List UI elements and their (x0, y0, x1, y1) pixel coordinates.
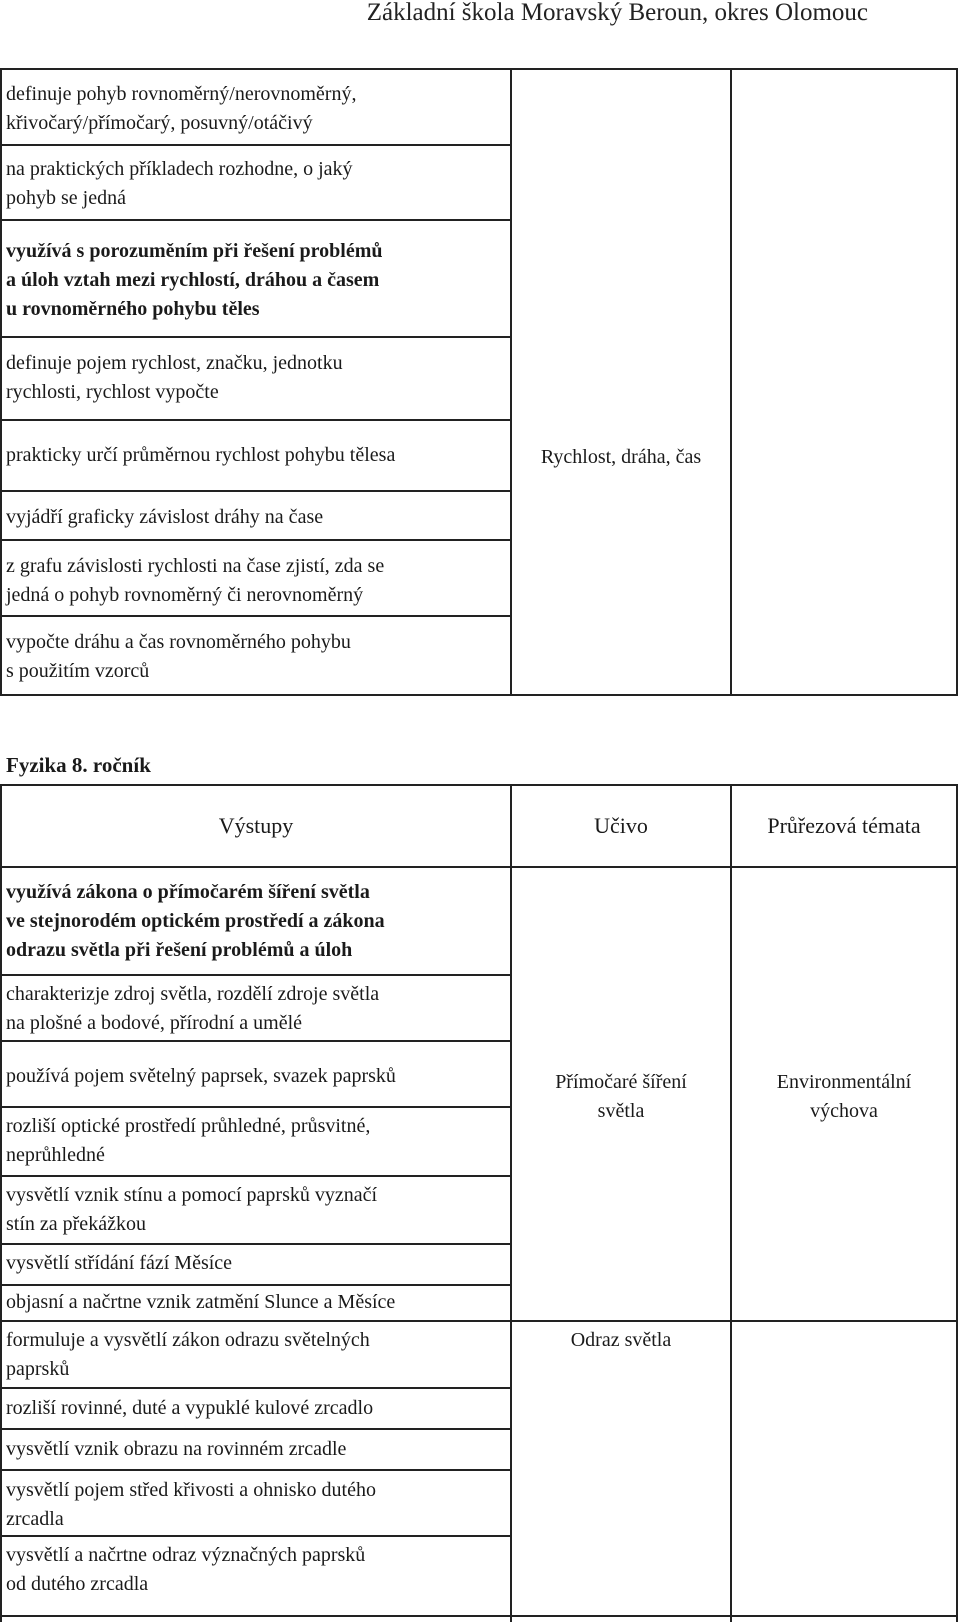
output-item: na praktických příkladech rozhodne, o jaký pohyb se jedná (6, 158, 353, 209)
output-item: objasní a načrtne vznik zatmění Slunce a Měsíce (6, 1291, 396, 1313)
output-item: vysvětlí vznik obrazu na rovinném zrcadle (6, 1438, 347, 1460)
row-divider (0, 974, 512, 976)
row-divider (0, 1428, 512, 1430)
section-title: Fyzika 8. ročník (6, 753, 151, 777)
table-divider-2 (730, 784, 732, 1622)
output-item: vysvětlí střídání fází Měsíce (6, 1252, 233, 1274)
theme-cell: Environmentální výchova (776, 1071, 912, 1122)
row-divider (0, 1243, 512, 1245)
output-item: vyjádří graficky závislost dráhy na čase (6, 506, 324, 528)
output-item: vysvětlí a načrtne odraz význačných paprsků od dutého zrcadla (6, 1544, 366, 1595)
output-item: definuje pojem rychlost, značku, jednotku rychlosti, rychlost vypočte (6, 352, 343, 403)
output-item: využívá zákona o přímočarém šíření světla ve stejnorodém optickém prostředí a zákona odrazu světla při řešení problémů a úloh (6, 881, 385, 961)
output-item: prakticky určí průměrnou rychlost pohybu tělesa (6, 444, 396, 466)
output-item: využívá s porozuměním při řešení problémů a úloh vztah mezi rychlostí, dráhou a časem u rovnoměrného pohybu těles (6, 240, 383, 320)
table-border-right (956, 784, 958, 1622)
row-divider (0, 1106, 512, 1108)
header-outputs: Výstupy (218, 813, 294, 838)
output-item: vysvětlí vznik stínu a pomocí paprsků vyznačí stín za překážkou (6, 1184, 378, 1235)
output-item: charakterizje zdroj světla, rozdělí zdroje světla na plošné a bodové, přírodní a umělé (6, 983, 380, 1034)
output-item: vysvětlí pojem střed křivosti a ohnisko dutého zrcadla (6, 1479, 376, 1530)
header-divider (0, 866, 958, 868)
topic-cell: Rychlost, dráha, čas (540, 446, 702, 468)
output-item: rozliší rovinné, duté a vypuklé kulové zrcadlo (6, 1397, 374, 1419)
row-divider (0, 1469, 512, 1471)
output-item: používá pojem světelný paprsek, svazek paprsků (6, 1065, 396, 1087)
school-header: Základní škola Moravský Beroun, okres Olomouc (366, 0, 868, 26)
row-divider (0, 1040, 512, 1042)
table-border-bottom (0, 1615, 958, 1617)
header-topic: Učivo (594, 813, 648, 838)
output-item: formuluje a vysvětlí zákon odrazu světelných paprsků (6, 1329, 370, 1380)
output-item: rozliší optické prostředí průhledné, průsvitné, neprůhledné (6, 1115, 371, 1166)
row-divider (0, 1387, 512, 1389)
table-border-top (0, 784, 958, 786)
header-themes: Průřezová témata (767, 813, 921, 838)
row-divider (0, 1175, 512, 1177)
row-divider (0, 1284, 512, 1286)
row-divider (0, 1535, 512, 1537)
output-item: definuje pohyb rovnoměrný/nerovnoměrný, křivočarý/přímočarý, posuvný/otáčivý (6, 83, 357, 134)
output-item: z grafu závislosti rychlosti na čase zjistí, zda se jedná o pohyb rovnoměrný či nerovnoměrný (6, 555, 385, 606)
table-divider-1 (510, 784, 512, 1622)
table-border-left (0, 784, 2, 1622)
output-item: vypočte dráhu a čas rovnoměrného pohybu s použitím vzorců (6, 631, 351, 682)
topic-cell: Odraz světla (570, 1329, 672, 1351)
topic-cell: Přímočaré šíření světla (555, 1071, 687, 1122)
row-divider (0, 1320, 958, 1322)
